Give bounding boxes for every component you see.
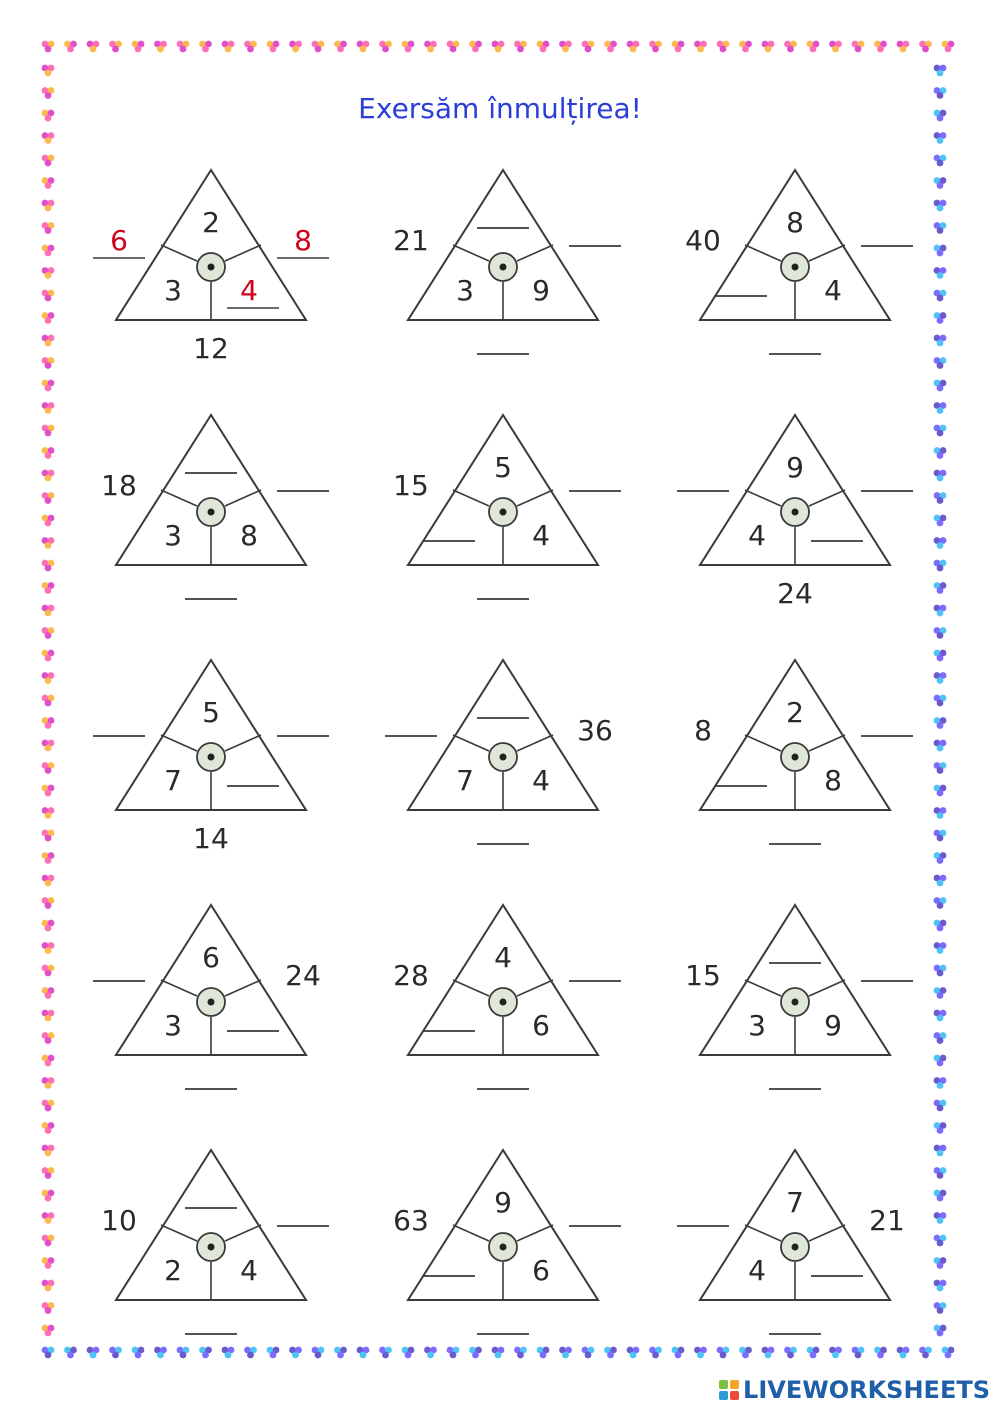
triangle-left-inner-number: 7: [456, 764, 474, 797]
liveworksheets-logo-icon: [719, 1380, 739, 1400]
divider-line: [161, 735, 197, 751]
divider-line: [809, 735, 845, 751]
triangle-left-inner-number: 3: [164, 1009, 182, 1042]
triangle-top-number: 5: [202, 696, 220, 729]
multiplication-triangle: [93, 660, 329, 855]
divider-line: [453, 980, 489, 996]
center-dot-icon: [197, 498, 225, 526]
triangle-left-outer-number: 15: [393, 469, 429, 502]
divider-line: [517, 735, 553, 751]
multiplication-triangle: [101, 415, 329, 599]
divider-line: [161, 490, 197, 506]
divider-line: [161, 1225, 197, 1241]
triangle-left-outer-number[interactable]: 6: [110, 224, 128, 257]
center-dot-icon: [781, 253, 809, 281]
multiplication-triangle: [93, 170, 329, 365]
multiplication-triangle: [385, 660, 613, 844]
multiplication-triangle: [694, 660, 913, 844]
triangle-top-number: 8: [786, 206, 804, 239]
triangle-right-inner-number: 9: [532, 274, 550, 307]
triangle-right-inner-number: 4: [532, 519, 550, 552]
triangle-right-inner-number: 4: [824, 274, 842, 307]
brand-text: LIVEWORKSHEETS: [743, 1376, 990, 1404]
triangle-left-inner-number: 4: [748, 519, 766, 552]
multiplication-triangle: [677, 415, 913, 610]
center-dot-icon: [197, 253, 225, 281]
center-dot-icon: [489, 498, 517, 526]
triangle-left-outer-number: 8: [694, 714, 712, 747]
multiplication-triangle: [393, 170, 621, 354]
multiplication-triangle: [677, 1150, 905, 1334]
triangle-left-inner-number: 4: [748, 1254, 766, 1287]
triangle-right-inner-number: 4: [532, 764, 550, 797]
triangle-left-outer-number: 40: [685, 224, 721, 257]
triangle-left-inner-number: 3: [748, 1009, 766, 1042]
center-dot-icon: [197, 743, 225, 771]
divider-line: [517, 1225, 553, 1241]
divider-line: [809, 245, 845, 261]
triangle-left-inner-number: 3: [456, 274, 474, 307]
triangle-top-number: 9: [786, 451, 804, 484]
triangle-right-outer-number: 36: [577, 714, 613, 747]
divider-line: [745, 490, 781, 506]
triangle-right-inner-number: 8: [824, 764, 842, 797]
center-dot-icon: [781, 988, 809, 1016]
divider-line: [745, 1225, 781, 1241]
triangle-right-inner-number: 4: [240, 1254, 258, 1287]
triangle-top-number: 4: [494, 941, 512, 974]
multiplication-triangle: [393, 1150, 621, 1334]
center-dot-icon: [197, 1233, 225, 1261]
divider-line: [453, 245, 489, 261]
center-dot-icon: [781, 498, 809, 526]
triangle-right-outer-number: 24: [285, 959, 321, 992]
divider-line: [809, 490, 845, 506]
triangle-right-outer-number[interactable]: 8: [294, 224, 312, 257]
triangle-top-number: 7: [786, 1186, 804, 1219]
triangle-left-outer-number: 15: [685, 959, 721, 992]
divider-line: [225, 980, 261, 996]
triangle-left-outer-number: 28: [393, 959, 429, 992]
multiplication-triangle: [393, 415, 621, 599]
multiplication-triangle: [393, 905, 621, 1089]
triangle-right-inner-number: 8: [240, 519, 258, 552]
triangle-bottom-number: 24: [777, 577, 813, 610]
triangle-left-inner-number: 3: [164, 274, 182, 307]
triangle-right-inner-number: 9: [824, 1009, 842, 1042]
divider-line: [225, 1225, 261, 1241]
triangle-left-inner-number: 2: [164, 1254, 182, 1287]
triangle-right-inner-number[interactable]: 4: [240, 274, 258, 307]
divider-line: [161, 980, 197, 996]
triangle-left-outer-number: 10: [101, 1204, 137, 1237]
divider-line: [517, 490, 553, 506]
triangle-left-outer-number: 18: [101, 469, 137, 502]
triangle-right-inner-number: 6: [532, 1009, 550, 1042]
divider-line: [453, 1225, 489, 1241]
divider-line: [745, 980, 781, 996]
divider-line: [517, 245, 553, 261]
page-title: Exersăm înmulțirea!: [358, 92, 642, 125]
center-dot-icon: [489, 988, 517, 1016]
multiplication-triangle: [93, 905, 321, 1089]
divider-line: [225, 245, 261, 261]
divider-line: [809, 1225, 845, 1241]
triangle-right-outer-number: 21: [869, 1204, 905, 1237]
divider-line: [745, 245, 781, 261]
triangle-top-number: 5: [494, 451, 512, 484]
center-dot-icon: [197, 988, 225, 1016]
liveworksheets-logo: [719, 1375, 990, 1405]
triangle-top-number: 2: [202, 206, 220, 239]
multiplication-triangle: [101, 1150, 329, 1334]
triangle-left-outer-number: 21: [393, 224, 429, 257]
divider-line: [225, 735, 261, 751]
divider-line: [161, 245, 197, 261]
triangle-top-number: 6: [202, 941, 220, 974]
center-dot-icon: [781, 1233, 809, 1261]
center-dot-icon: [781, 743, 809, 771]
triangle-left-inner-number: 3: [164, 519, 182, 552]
divider-line: [225, 490, 261, 506]
triangle-right-inner-number: 6: [532, 1254, 550, 1287]
center-dot-icon: [489, 743, 517, 771]
triangle-top-number: 9: [494, 1186, 512, 1219]
triangle-bottom-number: 14: [193, 822, 229, 855]
multiplication-triangle: [685, 170, 913, 354]
multiplication-triangle: [685, 905, 913, 1089]
divider-line: [453, 490, 489, 506]
center-dot-icon: [489, 1233, 517, 1261]
divider-line: [745, 735, 781, 751]
triangle-top-number: 2: [786, 696, 804, 729]
divider-line: [517, 980, 553, 996]
divider-line: [809, 980, 845, 996]
divider-line: [453, 735, 489, 751]
triangle-left-inner-number: 7: [164, 764, 182, 797]
center-dot-icon: [489, 253, 517, 281]
triangle-left-outer-number: 63: [393, 1204, 429, 1237]
triangle-bottom-number: 12: [193, 332, 229, 365]
